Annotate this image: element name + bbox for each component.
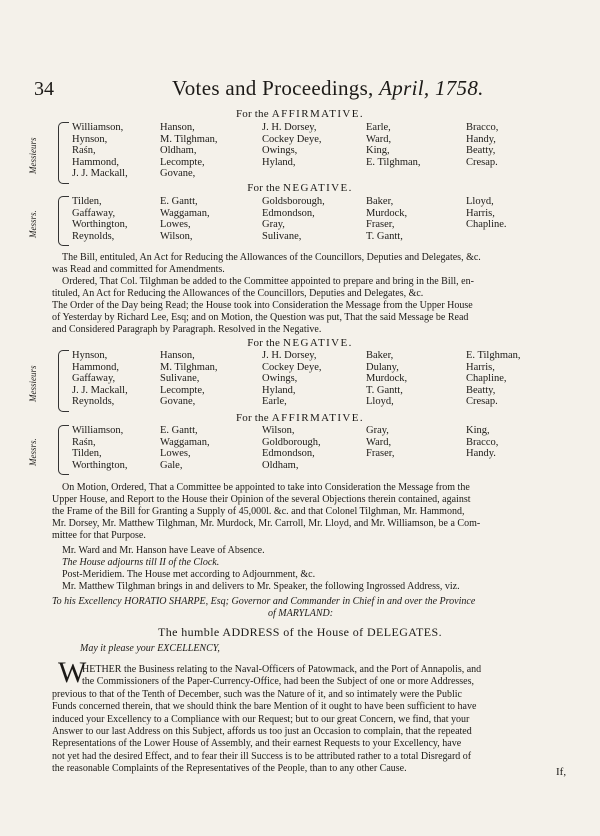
vote3-side-label: Messieurs (28, 365, 38, 402)
salutation: May it please your EXCELLENCY, (80, 643, 220, 654)
vote3-heading (0, 337, 600, 349)
vote2-member-name: Tilden, (72, 196, 102, 207)
vote1-member-name: Beatty, (466, 145, 496, 156)
vote4-member-name: Bracco, (466, 436, 499, 448)
vote4-side-label: Messrs. (28, 438, 38, 466)
para1-line: The Bill, entituled, An Act for Reducing the Allowances of the Councillors, Deputies and Delegates, &c. (62, 252, 481, 263)
vote2-member-name: E. Gantt, (160, 196, 198, 207)
vote2-member-name: Waggaman, (160, 207, 210, 219)
page-header (34, 76, 554, 104)
vote1-heading (0, 108, 600, 120)
vote4-heading-prefix: For the (235, 412, 269, 424)
vote2-member-name: Gaffaway, (72, 207, 116, 219)
vote3-member-name: Hammond, (72, 361, 119, 373)
para2-line: On Motion, Ordered, That a Committee be appointed to take into Consideration the Message from the (62, 482, 470, 493)
vote3-member-name: Baker, (366, 350, 394, 361)
para2-line: mittee for that Purpose. (52, 530, 146, 541)
adjourn-line: The House adjourns till II of the Clock. (62, 557, 220, 568)
body-line: induced your Excellency to a Compliance with our Request; but to our great Concern, we find, that your (52, 713, 470, 725)
vote2-member-name: Lowes, (160, 219, 191, 230)
page-number: 34 (34, 78, 54, 100)
vote4-member-name: Raśn, (72, 436, 96, 448)
body-line: Representations of the Lower House of Assembly, and their earnest Requests to your Excellency, have (52, 738, 462, 750)
vote2-member-name: Wilson, (160, 230, 193, 242)
vote4-member-name: Fraser, (366, 448, 395, 459)
para1-line: Ordered, That Col. Tilghman be added to the Committee appointed to prepare and bring in the Bill, en- (62, 276, 474, 287)
vote1-member-name: Cresap. (466, 156, 498, 168)
vote1-member-name: J. H. Dorsey, (262, 122, 317, 133)
vote2-side-label: Messrs. (28, 210, 38, 238)
vote1-member-name: Hyland, (262, 156, 296, 168)
para1-line: The Order of the Day being Read; the House took into Consideration the Message from the Upper House (52, 300, 473, 311)
vote4-brace (58, 425, 69, 475)
vote1-member-name: Cockey Deye, (262, 133, 322, 145)
post-meridiem-line: Post-Meridiem. The House met according to Adjournment, &c. (62, 569, 316, 580)
vote3-member-name: E. Tilghman, (466, 350, 521, 361)
para1-line: of Yesterday by Richard Lee, Esq; and on Motion, the Question was put, That the said Message be Read (52, 312, 469, 323)
body-line: Funds concerned therein, that we should think the bare Mention of it ought to have been sufficient to have (52, 701, 477, 713)
body-line: not yet had the desired Effect, and to fear their ill Success is to be attributed rather to a total Disregard of (52, 750, 472, 762)
vote1-member-name: Hynson, (72, 133, 108, 145)
vote3-member-name: Sulivane, (160, 373, 200, 384)
vote3-member-name: J. J. Mackall, (72, 384, 128, 396)
vote1-brace (58, 122, 69, 184)
vote2-member-name: Harris, (466, 207, 495, 219)
vote4-member-name: Williamson, (72, 425, 124, 436)
vote3-member-name: Hanson, (160, 350, 195, 361)
vote2-member-name: Edmondson, (262, 207, 315, 219)
vote1-member-name: Hammond, (72, 156, 119, 168)
vote4-member-name: Gray, (366, 425, 389, 436)
vote2-heading-prefix: For the (247, 182, 281, 194)
vote2-brace (58, 196, 69, 246)
drop-cap: W (58, 656, 87, 689)
vote4-member-name: Gale, (160, 459, 183, 471)
vote4-heading-label: AFFIRMATIVE. (271, 412, 365, 424)
vote1-member-name: Govane, (160, 168, 196, 179)
vote1-member-name: Lecompte, (160, 156, 205, 168)
vote3-member-name: Lloyd, (366, 396, 394, 407)
vote2-member-name: Sulivane, (262, 230, 302, 242)
vote3-member-name: M. Tilghman, (160, 361, 218, 373)
para2-line: Mr. Dorsey, Mr. Matthew Tilghman, Mr. Murdock, Mr. Carroll, Mr. Lloyd, and Mr. Williamson, be a Com- (52, 518, 481, 529)
vote3-member-name: Lecompte, (160, 384, 205, 396)
vote3-brace (58, 350, 69, 412)
vote3-member-name: Murdock, (366, 373, 408, 384)
vote3-member-name: Beatty, (466, 384, 496, 396)
vote4-member-name: E. Gantt, (160, 425, 198, 436)
vote3-member-name: Cresap. (466, 396, 498, 407)
address-title: The humble ADDRESS of the House of DELEGATES. (158, 625, 442, 639)
vote3-member-name: Hynson, (72, 350, 108, 361)
vote4-member-name: King, (466, 425, 490, 436)
vote3-heading-label: NEGATIVE. (283, 337, 353, 349)
vote1-member-name: Williamson, (72, 122, 124, 133)
vote2-member-name: T. Gantt, (366, 230, 403, 242)
vote1-member-name: Handy, (466, 133, 496, 145)
para2-line: Upper House, and Report to the House their Opinion of the several Objections therein contained, against (52, 494, 471, 505)
vote3-member-name: T. Gantt, (366, 384, 403, 396)
para1-line: tituled, An Act for Reducing the Allowances of the Councillors, Deputies and Delegates, &c. (52, 288, 424, 299)
vote1-member-name: Owings, (262, 145, 298, 156)
vote1-member-name: Bracco, (466, 122, 499, 133)
running-title (172, 76, 484, 101)
body-line: previous to that of the Tenth of December, such was the Nature of it, and so intimately were the Public (52, 688, 462, 700)
body-line: the reasonable Complaints of the Representatives of the People, than to any other Cause. (52, 763, 407, 775)
vote1-heading-prefix: For the (235, 108, 269, 120)
body-line: Answer to our last Address on this Subject, affords us too just an Occasion to complain, that the repeated (52, 726, 472, 737)
vote3-member-name: Reynolds, (72, 396, 115, 407)
vote2-member-name: Goldsborough, (262, 196, 325, 207)
vote3-member-name: Cockey Deye, (262, 361, 322, 373)
province-line: of MARYLAND: (268, 608, 334, 619)
vote4-member-name: Ward, (366, 436, 392, 448)
title-prefix: Votes and Proceedings, (172, 76, 374, 100)
vote4-member-name: Edmondson, (262, 448, 315, 459)
vote1-member-name: Oldham, (160, 145, 197, 156)
catchword: If, (556, 766, 567, 778)
vote1-member-name: Raśn, (72, 145, 96, 156)
vote2-member-name: Fraser, (366, 219, 395, 230)
vote2-member-name: Worthington, (72, 219, 128, 230)
vote3-member-name: Harris, (466, 361, 495, 373)
vote4-member-name: Lowes, (160, 448, 191, 459)
vote2-heading-label: NEGATIVE. (283, 182, 353, 194)
vote3-member-name: Gaffaway, (72, 373, 116, 384)
leave-line: Mr. Ward and Mr. Hanson have Leave of Absence. (62, 545, 265, 556)
vote3-member-name: Hyland, (262, 384, 296, 396)
vote2-member-name: Baker, (366, 196, 394, 207)
vote1-member-name: King, (366, 145, 390, 156)
vote3-member-name: Earle, (262, 396, 287, 407)
vote1-member-name: Earle, (366, 122, 391, 133)
vote2-member-name: Lloyd, (466, 196, 494, 207)
vote1-member-name: J. J. Mackall, (72, 168, 128, 179)
para1-line: and Considered Paragraph by Paragraph. Resolved in the Negative. (52, 324, 322, 335)
addressee-line: To his Excellency HORATIO SHARPE, Esq; Governor and Commander in Chief in and over the Province (52, 596, 476, 607)
vote3-member-name: Dulany, (366, 361, 399, 373)
vote4-member-name: Worthington, (72, 459, 128, 471)
vote1-heading-label: AFFIRMATIVE. (271, 108, 365, 120)
vote1-member-name: M. Tilghman, (160, 133, 218, 145)
body-line: the Commissioners of the Paper-Currency-Office, had been the Subject of one or more Addresses, (82, 676, 475, 688)
vote2-heading (0, 182, 600, 194)
vote4-member-name: Goldborough, (262, 436, 321, 448)
vote4-member-name: Waggaman, (160, 436, 210, 448)
ingrossed-address-line: Mr. Matthew Tilghman brings in and delivers to Mr. Speaker, the following Ingrossed Address, viz. (62, 581, 460, 592)
vote1-member-name: Hanson, (160, 122, 195, 133)
vote4-member-name: Oldham, (262, 459, 299, 471)
vote3-member-name: Owings, (262, 373, 298, 384)
para2-line: the Frame of the Bill for Granting a Supply of 45,000l. &c. and that Colonel Tilghman, Mr. Hammond, (52, 506, 465, 517)
vote1-member-name: E. Tilghman, (366, 156, 421, 168)
vote2-member-name: Gray, (262, 219, 285, 230)
vote4-heading (0, 412, 600, 424)
body-line: HETHER the Business relating to the Naval-Officers of Patowmack, and the Port of Annapolis, and (82, 664, 482, 675)
vote3-member-name: J. H. Dorsey, (262, 350, 317, 361)
vote4-member-name: Tilden, (72, 448, 102, 459)
vote1-member-name: Ward, (366, 133, 392, 145)
vote2-member-name: Reynolds, (72, 230, 115, 242)
vote4-member-name: Handy. (466, 448, 496, 459)
vote1-side-label: Messieurs (28, 137, 38, 174)
vote4-member-name: Wilson, (262, 425, 295, 436)
vote2-member-name: Chapline. (466, 219, 507, 230)
para1-line: was Read and committed for Amendments. (52, 264, 225, 275)
vote3-heading-prefix: For the (247, 337, 281, 349)
vote2-member-name: Murdock, (366, 207, 408, 219)
vote3-member-name: Govane, (160, 396, 196, 407)
title-date: April, 1758. (379, 76, 484, 100)
vote3-member-name: Chapline, (466, 373, 507, 384)
